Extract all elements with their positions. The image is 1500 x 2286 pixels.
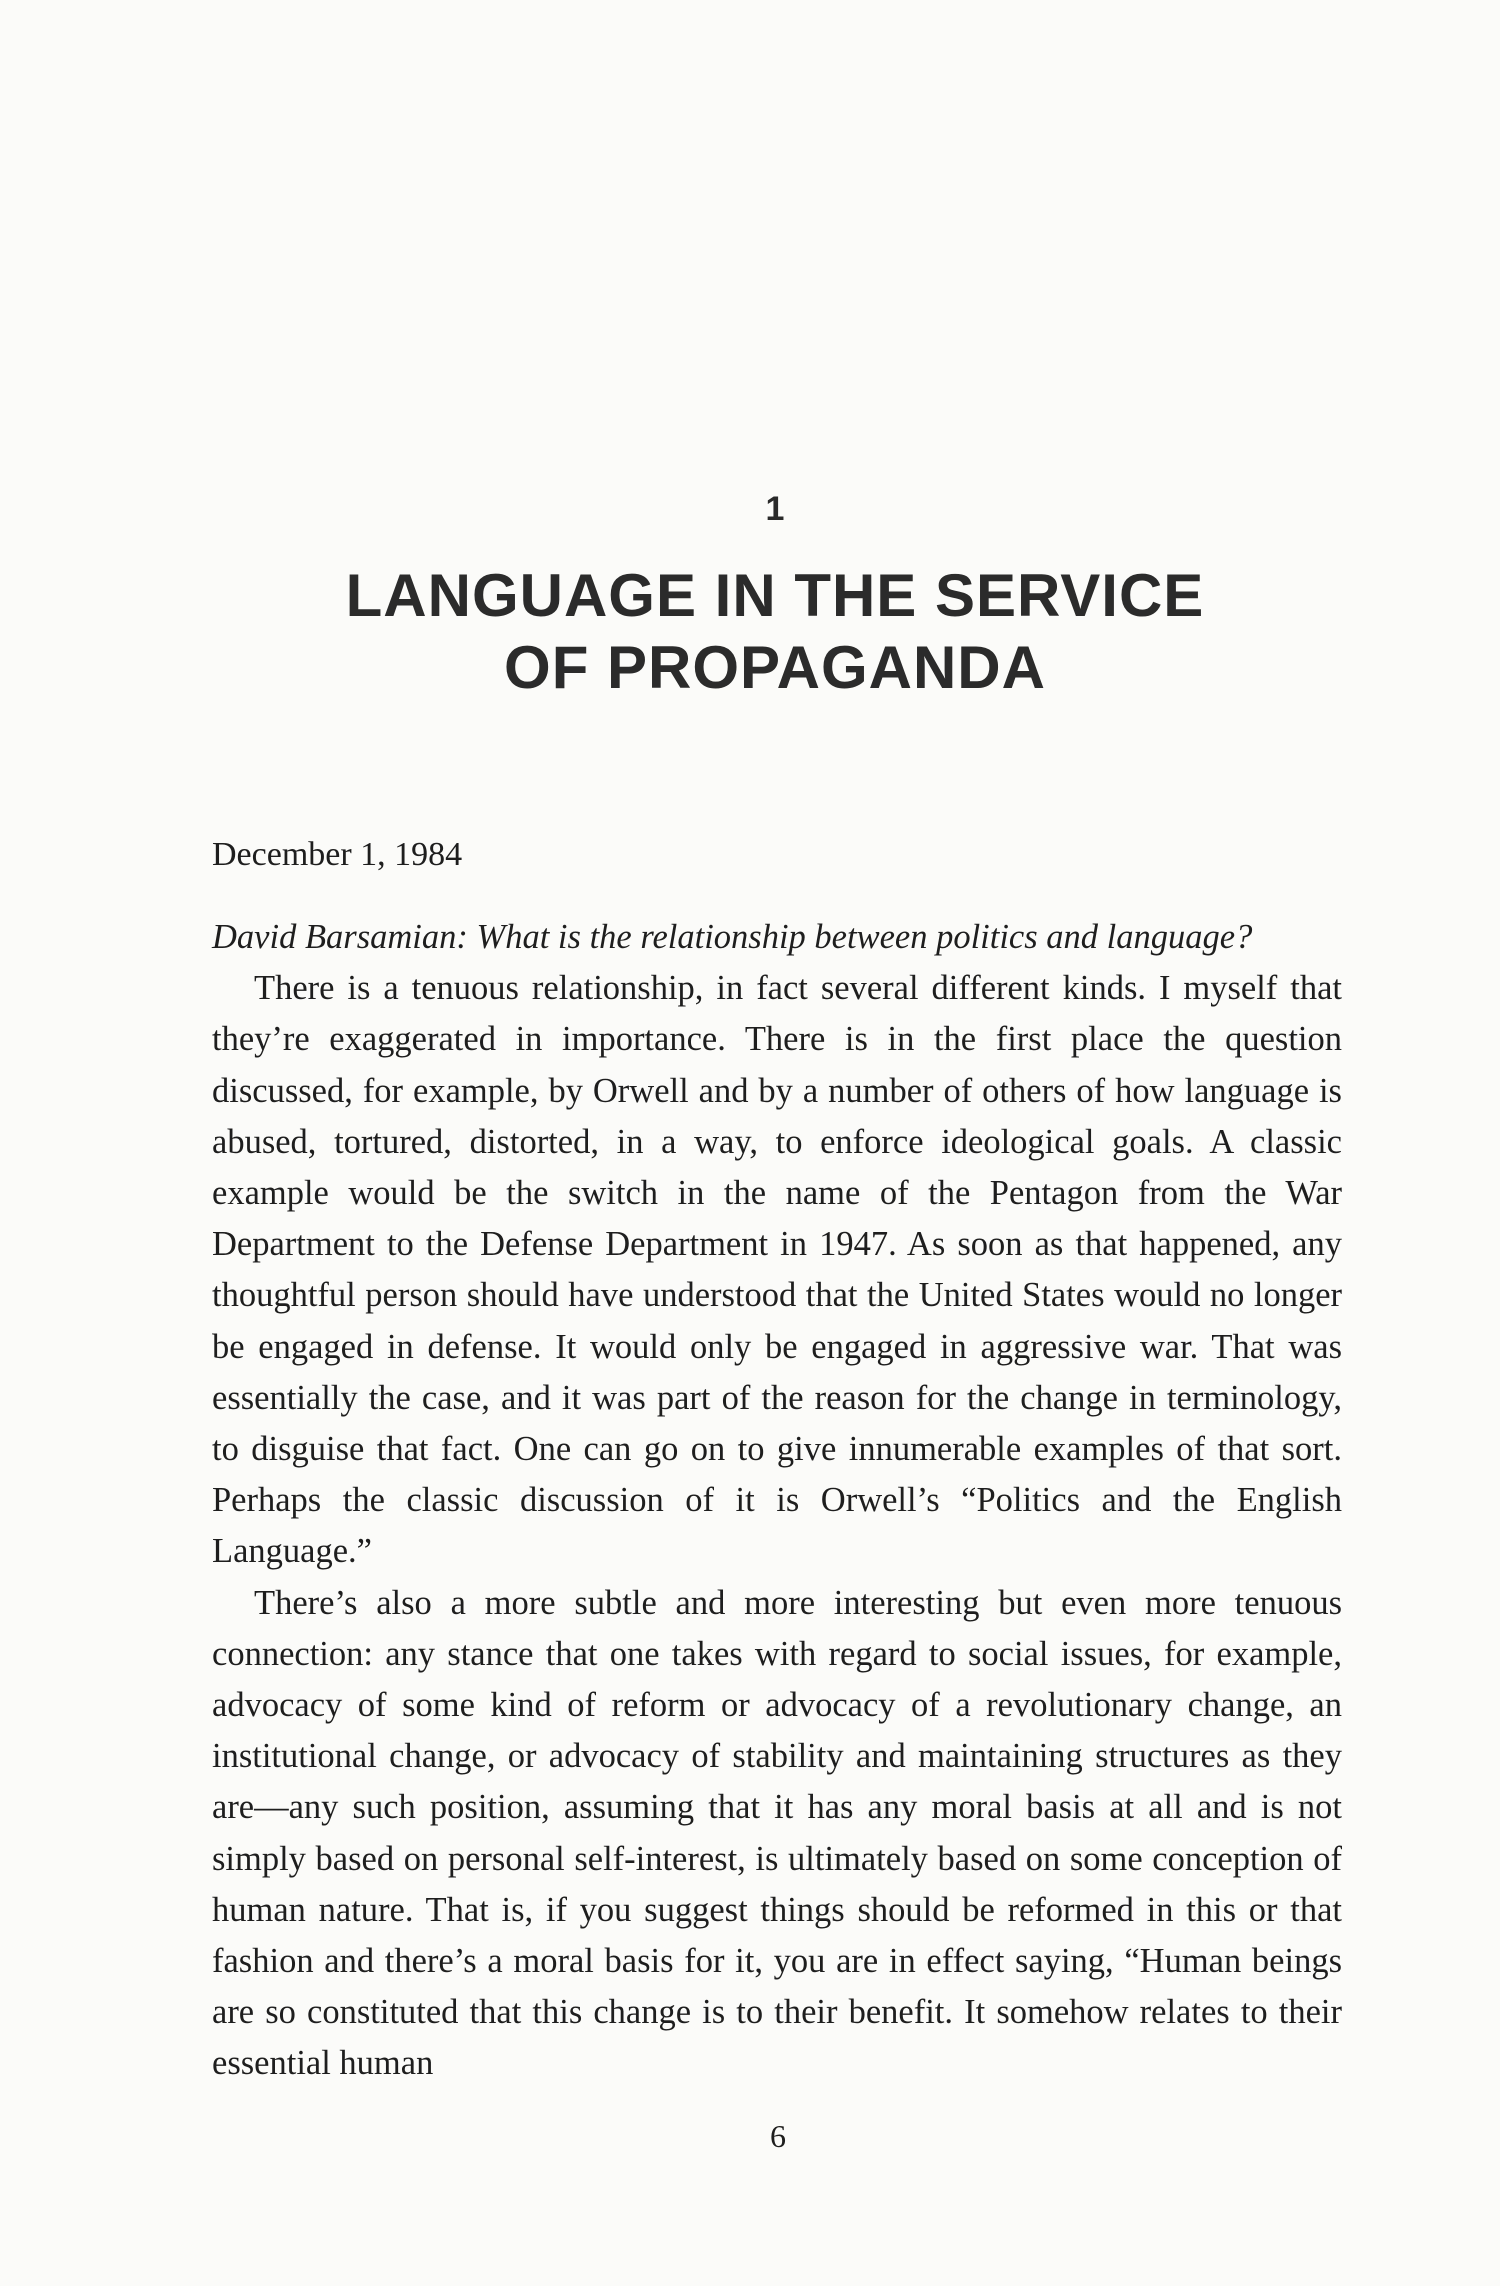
chapter-title-line-2: OF PROPAGANDA [504,634,1046,701]
chapter-title [0,560,1500,704]
chapter-number: 1 [765,490,785,528]
paragraph: There is a tenuous relationship, in fact several different kinds. I myself that they’re exaggerated in importance. There is in the first place the question discussed, for example, by Orwell and by a number of others of how language is abused, tortured, distorted, in a way, to enforce ideological goals. A classic example would be the switch in the name of the Pentagon from the War Department to the Defense Department in 1947. As soon as that happened, any thoughtful person should have understood that the United States would no longer be engaged in defense. It would only be engaged in aggressive war. That was essentially the case, and it was part of the reason for the change in terminology, to disguise that fact. One can go on to give innumerable examples of that sort. Perhaps the classic discussion of it is Orwell’s “Politics and the English Language.” [212,969,1342,1571]
paragraph: There’s also a more subtle and more interesting but even more tenuous connection: any stance that one takes with regard to social issues, for example, advocacy of some kind of reform or advocacy of a revolutionary change, an institutional change, or advocacy of stability and maintaining structures as they are—any such position, assuming that it has any moral basis at all and is not simply based on personal self-interest, is ultimately based on some conception of human nature. That is, if you suggest things should be reformed in this or that fashion and there’s a moral basis for it, you are in effect saying, “Human beings are so constituted that this change is to their benefit. It somehow relates to their essential human [212,1583,1342,2083]
interviewer-question: David Barsamian: What is the relationship between politics and language? [212,918,1253,956]
body-text [212,912,1342,2090]
interview-date: December 1, 1984 [212,836,463,873]
chapter-title-line-1: LANGUAGE IN THE SERVICE [345,562,1205,629]
page-number: 6 [770,2118,786,2154]
